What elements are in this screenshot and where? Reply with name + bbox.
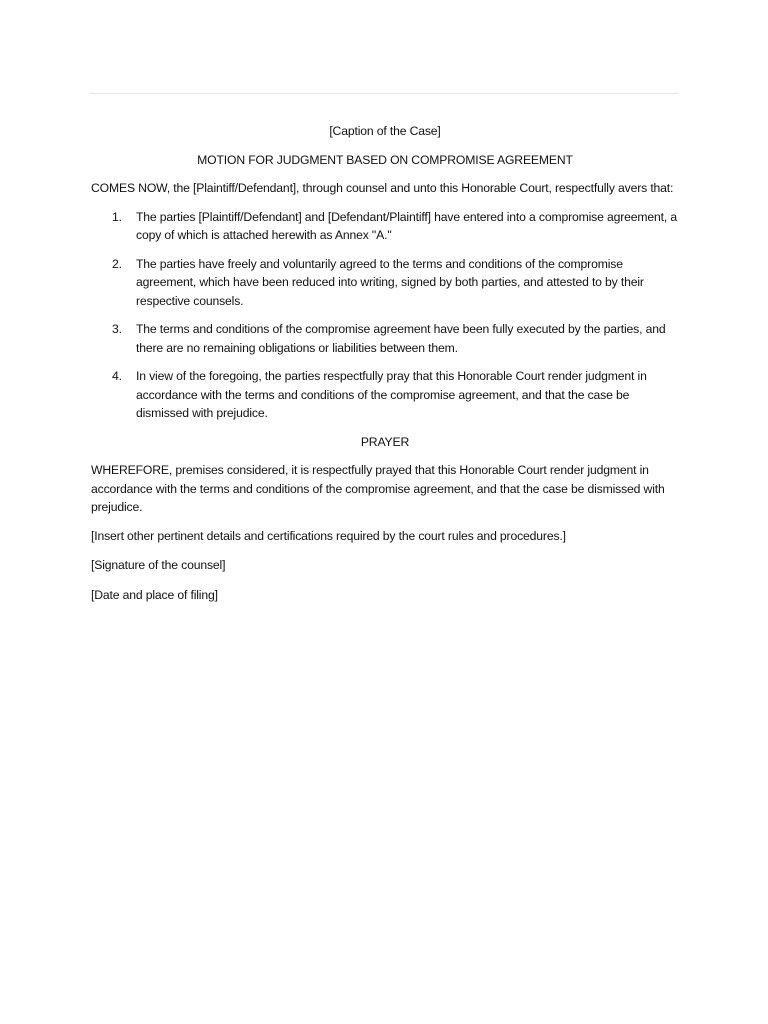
document-body (91, 122, 679, 615)
list-item-number: 1. (112, 209, 122, 224)
list-item-number: 4. (112, 369, 122, 383)
numbered-list (91, 208, 679, 423)
list-item (91, 367, 679, 423)
intro-paragraph: COMES NOW, the [Plaintiff/Defendant], through counsel and unto this Honorable Court, respectfully avers that: (91, 181, 674, 195)
list-item-text: The terms and conditions of the compromise agreement have been fully executed by the parties, and there are no remaining obligations or liabilities between them. (136, 322, 666, 355)
list-item-number: 3. (112, 322, 122, 336)
list-item (91, 320, 679, 357)
prayer-heading: PRAYER (360, 434, 410, 449)
signature-placeholder: [Signature of the counsel] (91, 558, 226, 572)
list-item-text: The parties [Plaintiff/Defendant] and [Defendant/Plaintiff] have entered into a compromise agreement, a copy of which is attached herewith as Annex "A." (136, 209, 677, 242)
list-item (91, 208, 679, 245)
case-caption: [Caption of the Case] (329, 124, 441, 138)
date-place-placeholder: [Date and place of filing] (91, 587, 218, 602)
header-divider (90, 93, 678, 94)
list-item-text: In view of the foregoing, the parties respectfully pray that this Honorable Court render judgment in accordance with the terms and conditions of the compromise agreement, and that the case be dismissed with prejudice. (136, 369, 647, 420)
other-details-placeholder: [Insert other pertinent details and certifications required by the court rules and procedures.] (91, 528, 566, 543)
list-item-number: 2. (112, 256, 122, 271)
list-item-text: The parties have freely and voluntarily agreed to the terms and conditions of the compromise agreement, which have been reduced into writing, signed by both parties, and attested to by their respective counsels. (136, 256, 644, 308)
motion-title: MOTION FOR JUDGMENT BASED ON COMPROMISE AGREEMENT (197, 152, 573, 167)
list-item (91, 255, 679, 311)
prayer-paragraph: WHEREFORE, premises considered, it is respectfully prayed that this Honorable Court render judgment in accordance with the terms and conditions of the compromise agreement, and that the case be dismissed with prejudice. (91, 463, 665, 514)
